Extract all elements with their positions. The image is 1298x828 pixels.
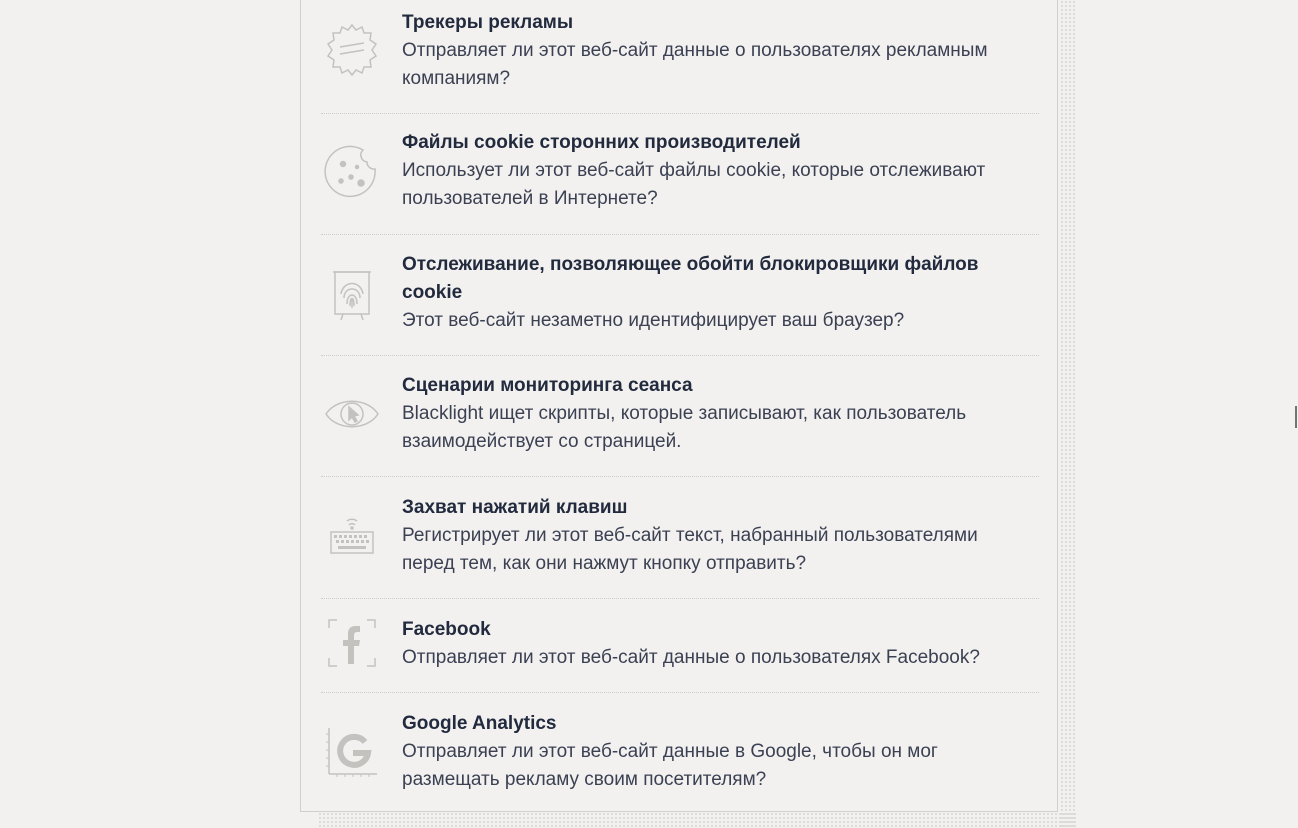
tracker-list-panel xyxy=(300,0,1058,812)
dotted-pattern-right xyxy=(1060,0,1076,828)
item-title: Google Analytics xyxy=(402,713,557,734)
facebook-icon xyxy=(323,614,381,672)
fingerprint-icon xyxy=(323,264,381,322)
item-title: Отслеживание, позволяющее обойти блокировщики файлов cookie xyxy=(402,254,979,303)
dotted-pattern-bottom xyxy=(318,812,1076,828)
item-description: Отправляет ли этот веб-сайт данные о пользователях рекламным компаниям? xyxy=(402,40,988,89)
cookie-icon xyxy=(323,143,381,201)
list-item-keylogging xyxy=(321,476,1039,599)
item-title: Файлы cookie сторонних производителей xyxy=(402,132,801,153)
item-description: Отправляет ли этот веб-сайт данные о пользователях Facebook? xyxy=(402,647,980,668)
item-title: Сценарии мониторинга сеанса xyxy=(402,375,693,396)
list-item-ad-trackers xyxy=(321,1,1039,114)
item-description: Использует ли этот веб-сайт файлы cookie, которые отслеживают пользователей в Интернете? xyxy=(402,160,986,209)
item-description: Этот веб-сайт незаметно идентифицирует ваш браузер? xyxy=(402,310,905,331)
text-cursor-icon xyxy=(1294,406,1298,428)
list-item-session-recording xyxy=(321,355,1039,477)
ad-badge-icon xyxy=(323,21,381,79)
item-title: Facebook xyxy=(402,619,491,640)
item-description: Отправляет ли этот веб-сайт данные в Google, чтобы он мог размещать рекламу своим посетителям? xyxy=(402,741,938,790)
eye-cursor-icon xyxy=(323,385,381,443)
item-description: Blacklight ищет скрипты, которые записывают, как пользователь взаимодействует со страницей. xyxy=(402,403,967,452)
list-item-third-party-cookies xyxy=(321,113,1039,235)
list-item-fingerprinting xyxy=(321,234,1039,356)
item-title: Трекеры рекламы xyxy=(402,12,574,33)
item-title: Захват нажатий клавиш xyxy=(402,497,628,518)
list-item-google-analytics xyxy=(321,692,1039,804)
keyboard-icon xyxy=(323,506,381,564)
item-description: Регистрирует ли этот веб-сайт текст, набранный пользователями перед тем, как они нажмут кнопку отправить? xyxy=(402,525,978,574)
list-item-facebook xyxy=(321,598,1039,693)
google-icon xyxy=(323,722,381,780)
